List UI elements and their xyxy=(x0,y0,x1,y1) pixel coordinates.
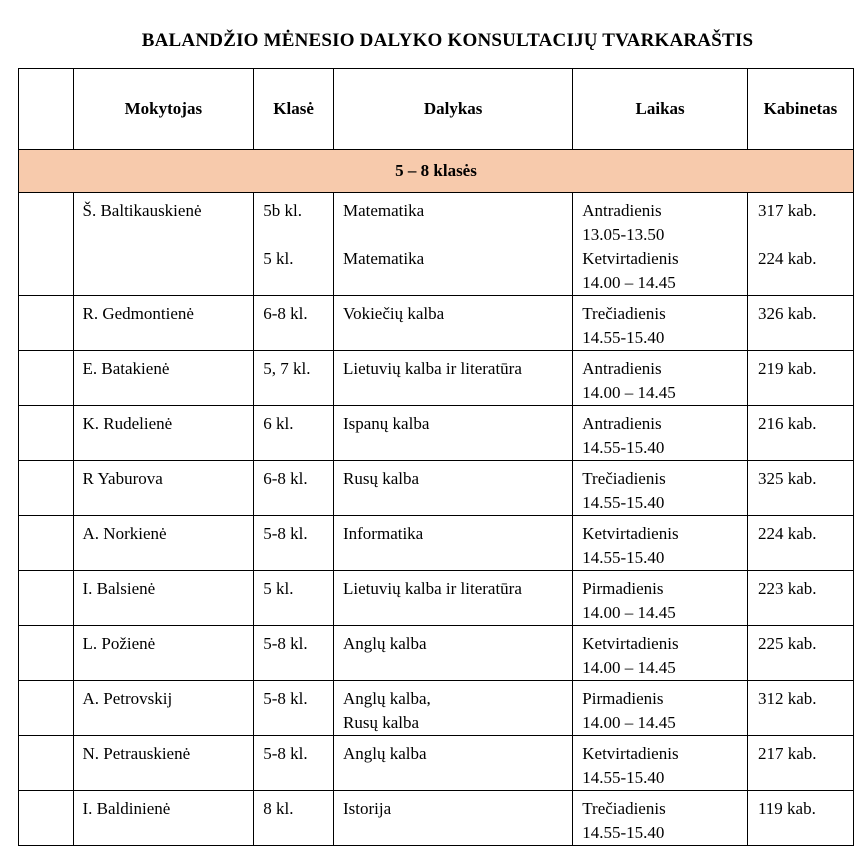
class-value: 5 kl. xyxy=(263,249,294,268)
class-value: 5-8 kl. xyxy=(263,524,308,543)
table-row xyxy=(19,736,854,791)
header-row xyxy=(19,69,854,150)
header-teacher: Mokytojas xyxy=(73,69,254,150)
subject-value: Anglų kalba xyxy=(342,634,427,653)
teacher-name: N. Petrauskienė xyxy=(82,744,191,763)
class-cell xyxy=(254,461,334,516)
room-value: 224 kab. xyxy=(757,524,817,543)
row-empty xyxy=(19,681,74,736)
time-cell xyxy=(573,406,748,461)
table-row xyxy=(19,461,854,516)
teacher-name: L. Požienė xyxy=(82,634,156,653)
row-empty xyxy=(19,296,74,351)
section-label: 5 – 8 klasės xyxy=(19,150,854,193)
table-row xyxy=(19,351,854,406)
table-row xyxy=(19,791,854,846)
table-row xyxy=(19,193,854,296)
row-empty xyxy=(19,791,74,846)
teacher-name: I. Balsienė xyxy=(82,579,156,598)
subject-cell xyxy=(333,571,572,626)
header-empty xyxy=(19,69,74,150)
room-cell xyxy=(747,681,853,736)
teacher-name: K. Rudelienė xyxy=(82,414,173,433)
class-cell xyxy=(254,193,334,296)
time-value: 14.00 – 14.45 xyxy=(582,713,676,732)
subject-value: Vokiečių kalba xyxy=(342,304,445,323)
time-value: 14.55-15.40 xyxy=(582,768,665,787)
time-cell xyxy=(573,736,748,791)
room-cell xyxy=(747,626,853,681)
subject-cell xyxy=(333,626,572,681)
day-value: Trečiadienis xyxy=(582,799,666,818)
teacher-cell xyxy=(73,351,254,406)
room-cell xyxy=(747,791,853,846)
schedule-table xyxy=(18,68,854,846)
time-cell xyxy=(573,626,748,681)
day-value: Ketvirtadienis xyxy=(582,634,679,653)
subject-cell xyxy=(333,736,572,791)
row-empty xyxy=(19,736,74,791)
time-value: 14.00 – 14.45 xyxy=(582,273,676,292)
table-row xyxy=(19,626,854,681)
time-cell xyxy=(573,461,748,516)
row-empty xyxy=(19,193,74,296)
class-value: 5b kl. xyxy=(263,201,302,220)
subject-cell xyxy=(333,351,572,406)
subject-value: Ispanų kalba xyxy=(342,414,430,433)
time-value: 14.55-15.40 xyxy=(582,823,665,842)
time-cell xyxy=(573,571,748,626)
teacher-cell xyxy=(73,571,254,626)
room-value: 312 kab. xyxy=(757,689,817,708)
room-value: 317 kab. xyxy=(757,201,817,220)
room-cell xyxy=(747,461,853,516)
class-value: 5 kl. xyxy=(263,579,294,598)
subject-value: Anglų kalba xyxy=(342,744,427,763)
time-value: 14.00 – 14.45 xyxy=(582,383,676,402)
day-value: Pirmadienis xyxy=(582,579,664,598)
time-value: 14.55-15.40 xyxy=(582,493,665,512)
row-empty xyxy=(19,516,74,571)
day-value: Pirmadienis xyxy=(582,689,664,708)
subject-value: Anglų kalba, xyxy=(342,689,431,708)
day-value: Antradienis xyxy=(582,359,662,378)
teacher-cell xyxy=(73,516,254,571)
class-cell xyxy=(254,626,334,681)
class-value: 6 kl. xyxy=(263,414,294,433)
subject-value: Matematika xyxy=(342,249,425,268)
day-value: Ketvirtadienis xyxy=(582,249,679,268)
teacher-cell xyxy=(73,681,254,736)
subject-cell xyxy=(333,516,572,571)
time-cell xyxy=(573,791,748,846)
room-value: 325 kab. xyxy=(757,469,817,488)
time-value: 14.55-15.40 xyxy=(582,548,665,567)
class-value: 5-8 kl. xyxy=(263,689,308,708)
teacher-cell xyxy=(73,736,254,791)
subject-value: Lietuvių kalba ir literatūra xyxy=(342,579,522,598)
table-row xyxy=(19,681,854,736)
section-row xyxy=(19,150,854,193)
page-title: BALANDŽIO MĖNESIO DALYKO KONSULTACIJŲ TVARKARAŠTIS xyxy=(141,30,754,51)
class-value: 6-8 kl. xyxy=(263,304,308,323)
teacher-name: I. Baldinienė xyxy=(82,799,171,818)
table-row xyxy=(19,406,854,461)
room-value: 219 kab. xyxy=(757,359,817,378)
day-value: Ketvirtadienis xyxy=(582,744,679,763)
class-cell xyxy=(254,736,334,791)
class-cell xyxy=(254,406,334,461)
teacher-name: R Yaburova xyxy=(82,469,163,488)
header-class: Klasė xyxy=(254,69,334,150)
header-time: Laikas xyxy=(573,69,748,150)
time-value: 13.05-13.50 xyxy=(582,225,665,244)
teacher-cell xyxy=(73,406,254,461)
row-empty xyxy=(19,626,74,681)
subject-value: Istorija xyxy=(342,799,392,818)
day-value: Ketvirtadienis xyxy=(582,524,679,543)
room-value: 225 kab. xyxy=(757,634,817,653)
class-value: 5-8 kl. xyxy=(263,744,308,763)
teacher-cell xyxy=(73,461,254,516)
room-value: 224 kab. xyxy=(757,249,817,268)
day-value: Antradienis xyxy=(582,201,662,220)
time-cell xyxy=(573,516,748,571)
room-value: 217 kab. xyxy=(757,744,817,763)
teacher-name: R. Gedmontienė xyxy=(82,304,194,323)
header-subject: Dalykas xyxy=(333,69,572,150)
time-value: 14.55-15.40 xyxy=(582,438,665,457)
class-value: 5-8 kl. xyxy=(263,634,308,653)
room-cell xyxy=(747,351,853,406)
room-value: 216 kab. xyxy=(757,414,817,433)
teacher-cell xyxy=(73,626,254,681)
subject-value: Matematika xyxy=(342,201,425,220)
teacher-cell xyxy=(73,296,254,351)
class-value: 6-8 kl. xyxy=(263,469,308,488)
subject-cell xyxy=(333,681,572,736)
day-value: Antradienis xyxy=(582,414,662,433)
subject-cell xyxy=(333,406,572,461)
subject-value: Informatika xyxy=(342,524,424,543)
time-cell xyxy=(573,193,748,296)
row-empty xyxy=(19,351,74,406)
class-cell xyxy=(254,681,334,736)
teacher-cell xyxy=(73,193,254,296)
row-empty xyxy=(19,461,74,516)
teacher-name: Š. Baltikauskienė xyxy=(82,201,202,220)
room-cell xyxy=(747,516,853,571)
header-room: Kabinetas xyxy=(747,69,853,150)
class-cell xyxy=(254,791,334,846)
day-value: Trečiadienis xyxy=(582,304,666,323)
subject-value: Rusų kalba xyxy=(342,713,420,732)
room-cell xyxy=(747,296,853,351)
row-empty xyxy=(19,571,74,626)
subject-cell xyxy=(333,193,572,296)
subject-value: Rusų kalba xyxy=(342,469,420,488)
class-cell xyxy=(254,571,334,626)
room-cell xyxy=(747,571,853,626)
class-value: 8 kl. xyxy=(263,799,294,818)
subject-cell xyxy=(333,461,572,516)
day-value: Trečiadienis xyxy=(582,469,666,488)
class-cell xyxy=(254,516,334,571)
time-cell xyxy=(573,681,748,736)
subject-value: Lietuvių kalba ir literatūra xyxy=(342,359,522,378)
time-value: 14.00 – 14.45 xyxy=(582,658,676,677)
table-row xyxy=(19,296,854,351)
time-cell xyxy=(573,351,748,406)
room-value: 223 kab. xyxy=(757,579,817,598)
room-value: 119 kab. xyxy=(757,799,816,818)
subject-cell xyxy=(333,791,572,846)
class-cell xyxy=(254,296,334,351)
teacher-name: A. Petrovskij xyxy=(82,689,173,708)
table-row xyxy=(19,516,854,571)
time-cell xyxy=(573,296,748,351)
class-value: 5, 7 kl. xyxy=(263,359,311,378)
time-value: 14.55-15.40 xyxy=(582,328,665,347)
room-value: 326 kab. xyxy=(757,304,817,323)
teacher-name: E. Batakienė xyxy=(82,359,170,378)
row-empty xyxy=(19,406,74,461)
room-cell xyxy=(747,193,853,296)
teacher-name: A. Norkienė xyxy=(82,524,167,543)
table-row xyxy=(19,571,854,626)
room-cell xyxy=(747,736,853,791)
room-cell xyxy=(747,406,853,461)
teacher-cell xyxy=(73,791,254,846)
class-cell xyxy=(254,351,334,406)
time-value: 14.00 – 14.45 xyxy=(582,603,676,622)
subject-cell xyxy=(333,296,572,351)
